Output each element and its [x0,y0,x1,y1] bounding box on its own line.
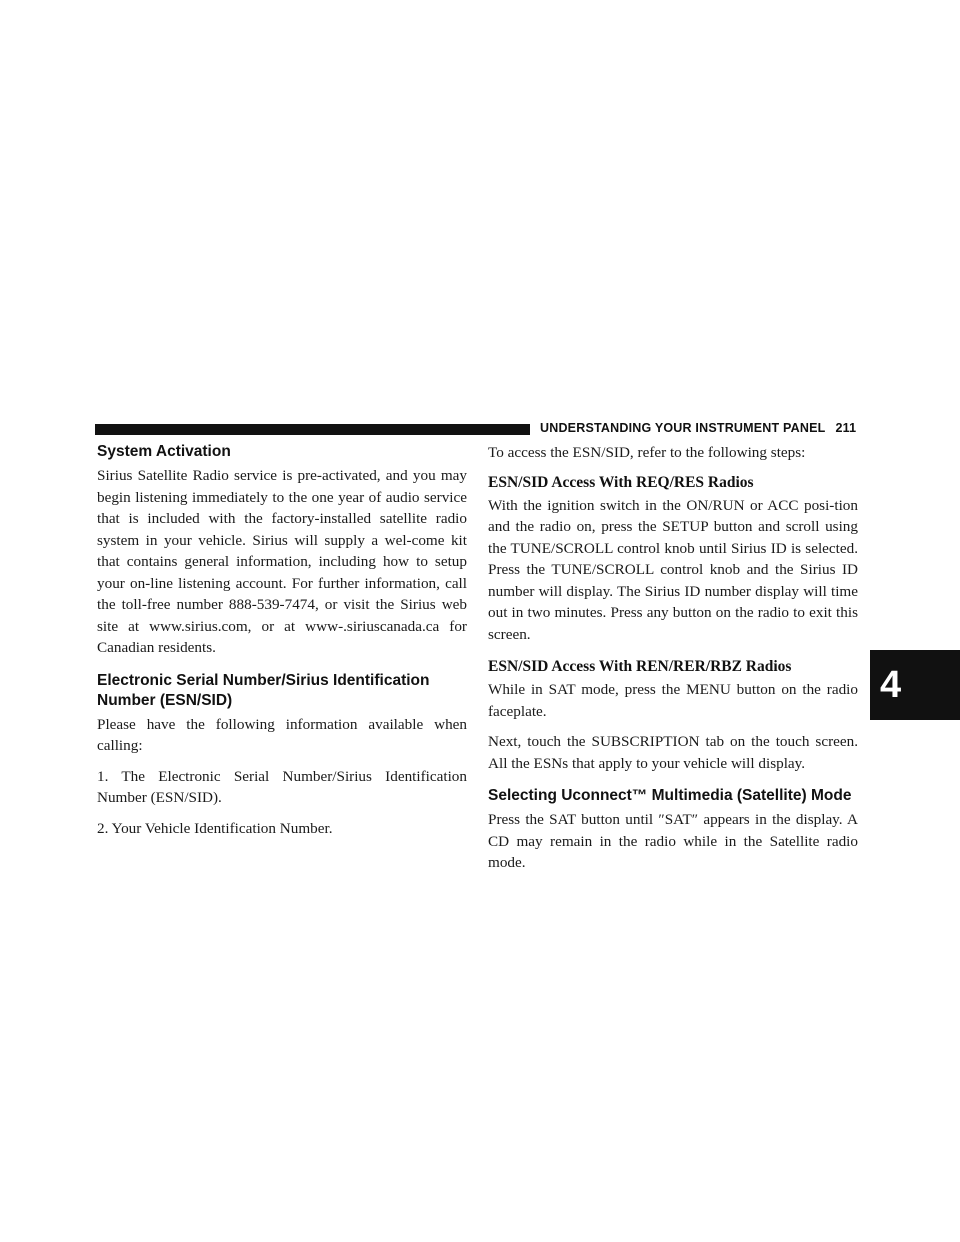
ren-rer-rbz-body-1: While in SAT mode, press the MENU button on the radio faceplate. [488,681,858,720]
right-column [488,442,858,883]
page-number: 211 [835,421,857,435]
selecting-mode-heading: Selecting Uconnect™ Multimedia (Satellite) Mode [488,787,852,804]
esn-list-item-2: 2. Your Vehicle Identification Number. [97,819,333,837]
running-header [540,421,856,435]
ren-rer-rbz-body-2: Next, touch the SUBSCRIPTION tab on the touch screen. All the ESNs that apply to your vehicle will display. [488,733,858,772]
req-res-heading: ESN/SID Access With REQ/RES Radios [488,473,754,491]
req-res-body: With the ignition switch in the ON/RUN or ACC posi-tion and the radio on, press the SETUP button and scroll using the TUNE/SCROLL control knob until Sirius ID is selected. Press the TUNE/SCROLL control knob and the Sirius ID number will display. The Sirius ID number display will time out in two minutes. Press any button on the radio to exit this screen. [488,496,858,643]
access-intro: To access the ESN/SID, refer to the following steps: [488,444,806,461]
chapter-number: 4 [880,663,902,706]
esn-list-item-1: 1. The Electronic Serial Number/Sirius Identification Number (ESN/SID). [97,767,467,806]
left-column [97,442,467,848]
system-activation-heading: System Activation [97,443,231,460]
chapter-tab [870,650,960,720]
esn-section-intro: Please have the following information available when calling: [97,715,467,754]
ren-rer-rbz-heading: ESN/SID Access With REN/RER/RBZ Radios [488,658,792,675]
esn-section-heading: Electronic Serial Number/Sirius Identification Number (ESN/SID) [97,671,430,709]
section-title: UNDERSTANDING YOUR INSTRUMENT PANEL [540,421,826,435]
header-rule [95,424,530,435]
selecting-mode-body: Press the SAT button until ″SAT″ appears in the display. A CD may remain in the radio while in the Satellite radio mode. [488,811,858,871]
system-activation-body: Sirius Satellite Radio service is pre-activated, and you may begin listening immediately to the one year of audio service that is included with the factory-installed satellite radio system in your vehicle. Sirius will supply a wel-come kit that contains general information, including how to setup your on-line listening account. For further information, call the toll-free number 888-539-7474, or visit the Sirius web site at www.sirius.com, or at www-.siriuscanada.ca for Canadian residents. [97,467,467,656]
